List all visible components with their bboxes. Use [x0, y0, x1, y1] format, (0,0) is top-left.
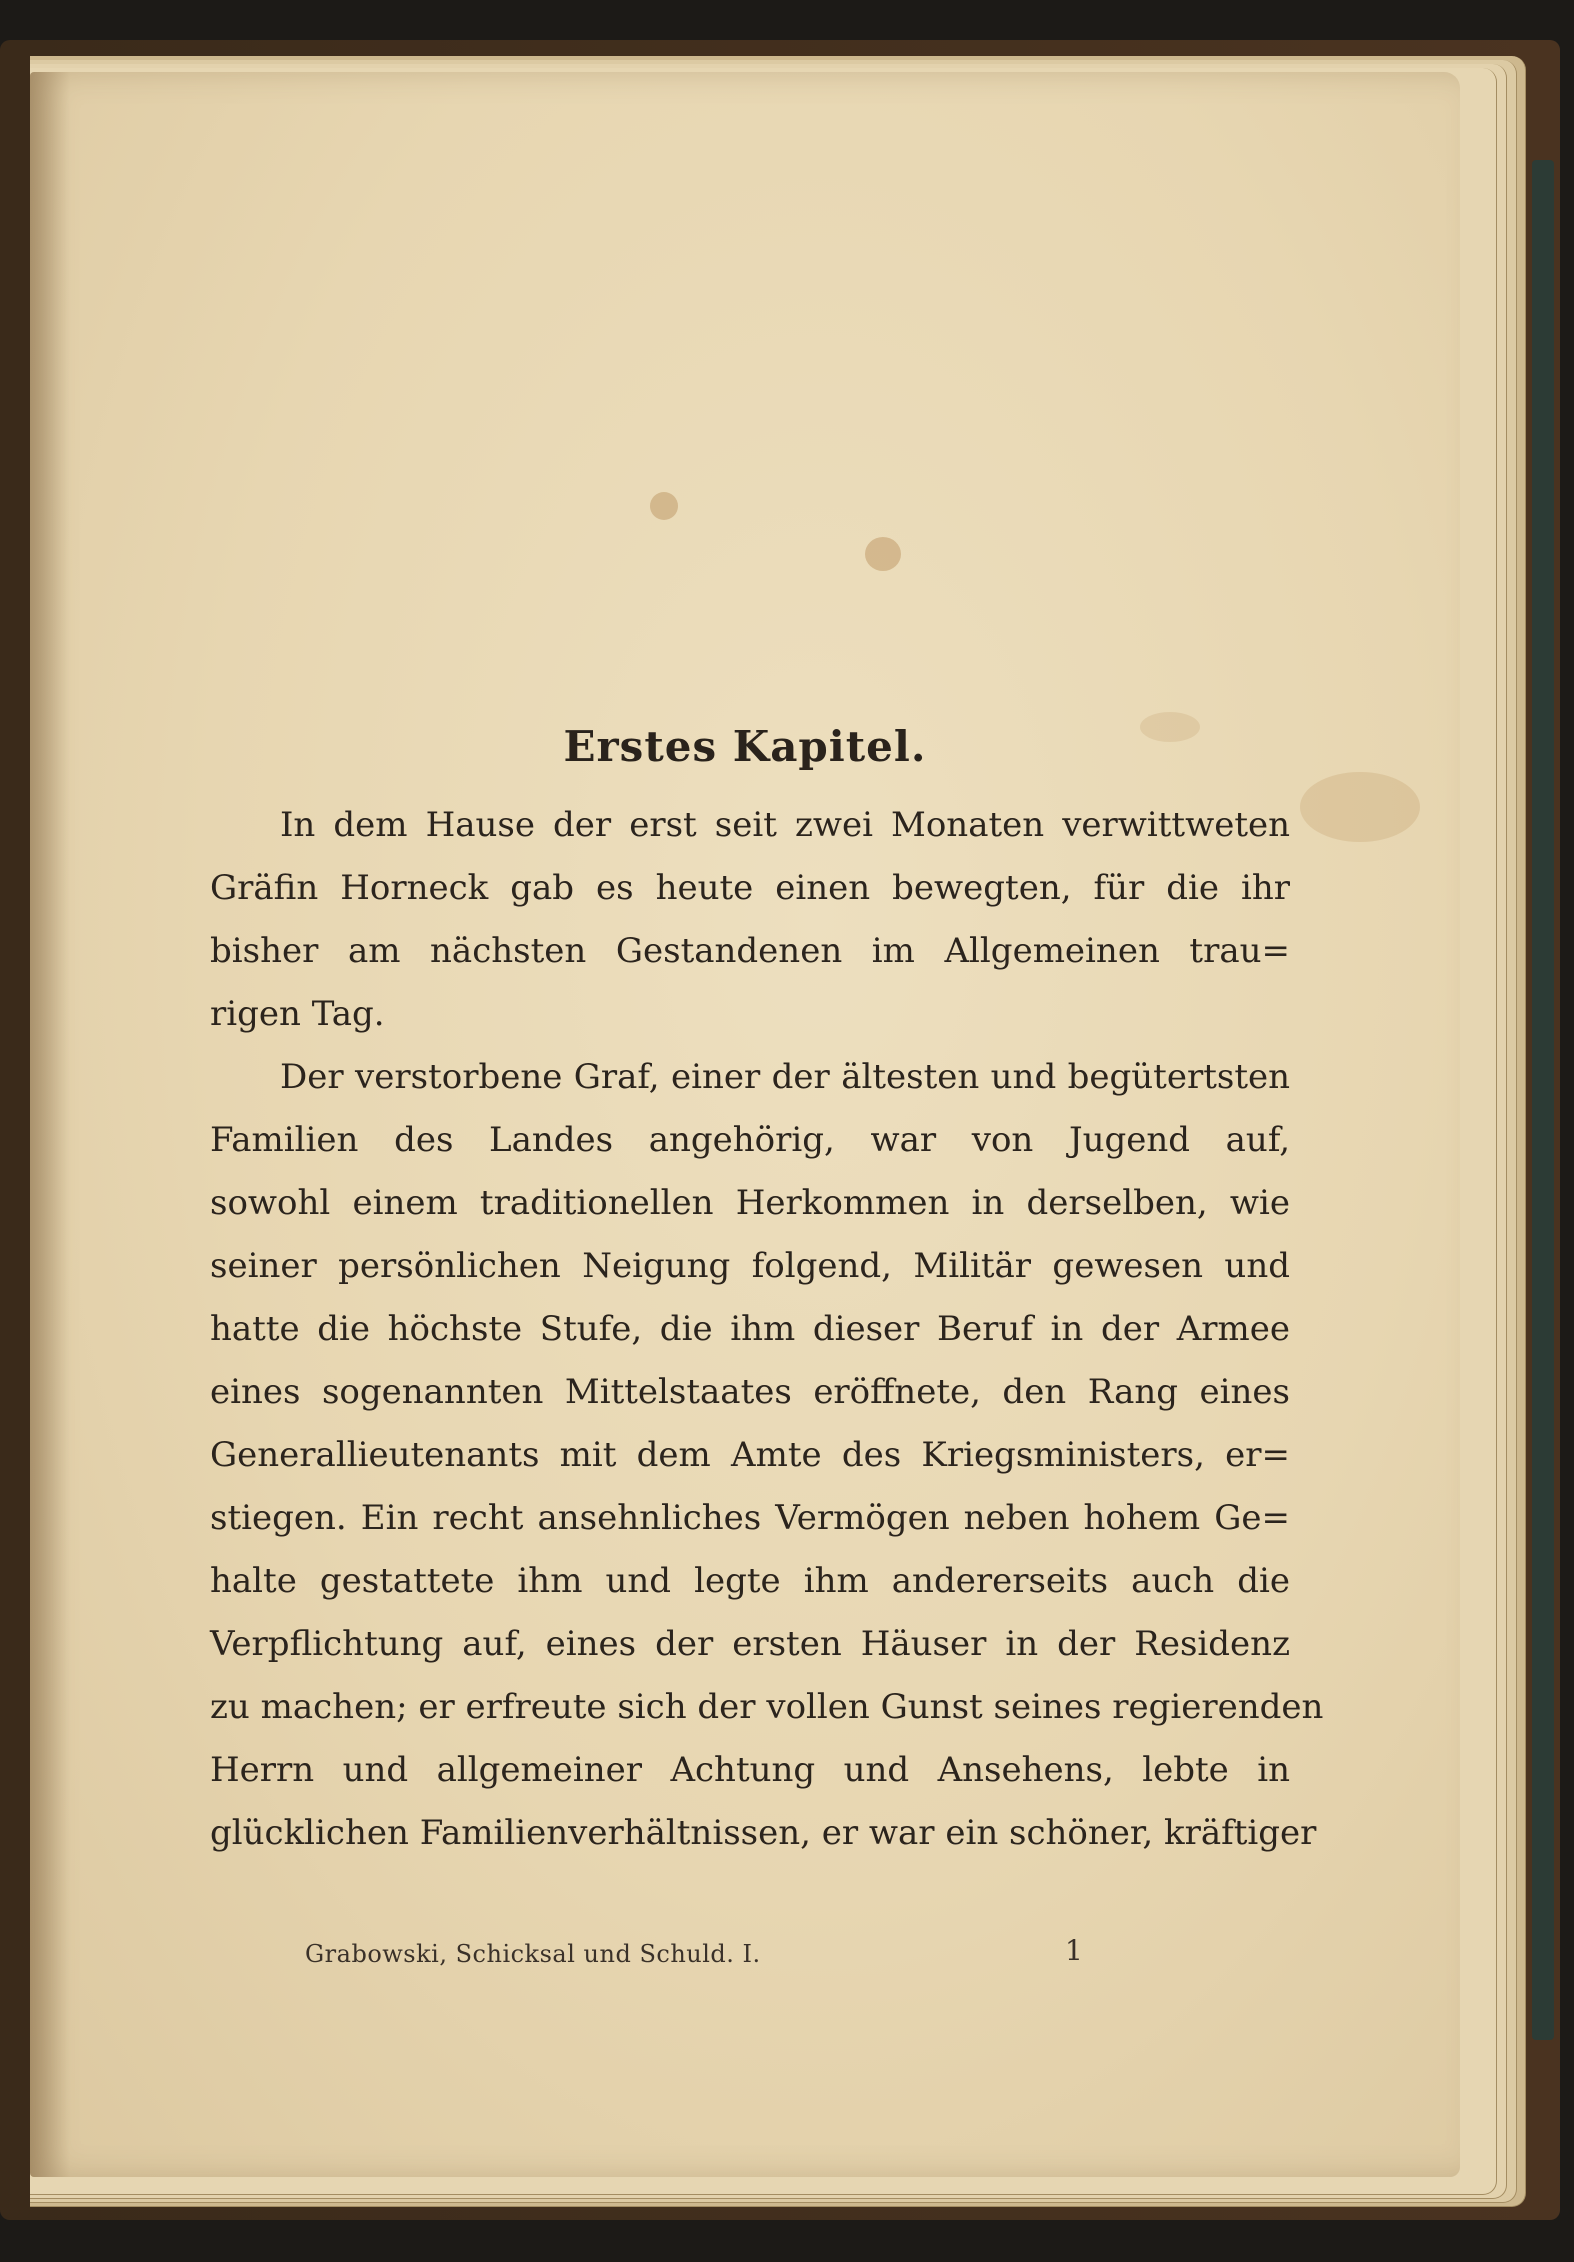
book-spine: [1532, 160, 1554, 2040]
text-line: Verpflichtung auf, eines der ersten Häuser in der Residenz: [210, 1624, 1290, 1664]
book-page: [30, 72, 1460, 2177]
stain: [650, 492, 678, 520]
text-line: rigen Tag.: [210, 994, 385, 1034]
text-line: sowohl einem traditionellen Herkommen in derselben, wie: [210, 1183, 1290, 1223]
page-gutter: [30, 72, 70, 2177]
text-line: hatte die höchste Stufe, die ihm dieser Beruf in der Armee: [210, 1309, 1290, 1349]
text-line: stiegen. Ein recht ansehnliches Vermögen neben hohem Ge=: [210, 1498, 1290, 1538]
footer-signature: Grabowski, Schicksal und Schuld. I.: [305, 1940, 761, 1968]
text-line: seiner persönlichen Neigung folgend, Militär gewesen und: [210, 1246, 1290, 1286]
stain: [865, 537, 901, 571]
paragraph-1: [210, 794, 1290, 1046]
text-line: Generallieutenants mit dem Amte des Kriegsministers, er=: [210, 1435, 1290, 1475]
text-line: Familien des Landes angehörig, war von Jugend auf,: [210, 1120, 1290, 1160]
text-line: bisher am nächsten Gestandenen im Allgemeinen trau=: [210, 931, 1290, 971]
page-number: 1: [1065, 1934, 1083, 1967]
text-line: In dem Hause der erst seit zwei Monaten verwittweten: [280, 805, 1290, 845]
text-line: glücklichen Familienverhältnissen, er war ein schöner, kräftiger: [210, 1813, 1317, 1853]
text-line: Gräfin Horneck gab es heute einen bewegten, für die ihr: [210, 868, 1290, 908]
paragraph-2: [210, 1046, 1324, 1865]
text-line: Der verstorbene Graf, einer der ältesten und begütertsten: [280, 1057, 1290, 1097]
body-text: [210, 794, 1324, 1865]
chapter-title: Erstes Kapitel.: [563, 722, 927, 771]
text-line: zu machen; er erfreute sich der vollen Gunst seines regierenden: [210, 1687, 1324, 1727]
text-line: halte gestattete ihm und legte ihm andererseits auch die: [210, 1561, 1290, 1601]
text-line: eines sogenannten Mittelstaates eröffnete, den Rang eines: [210, 1372, 1290, 1412]
stain: [1300, 772, 1420, 842]
text-line: Herrn und allgemeiner Achtung und Ansehens, lebte in: [210, 1750, 1290, 1790]
